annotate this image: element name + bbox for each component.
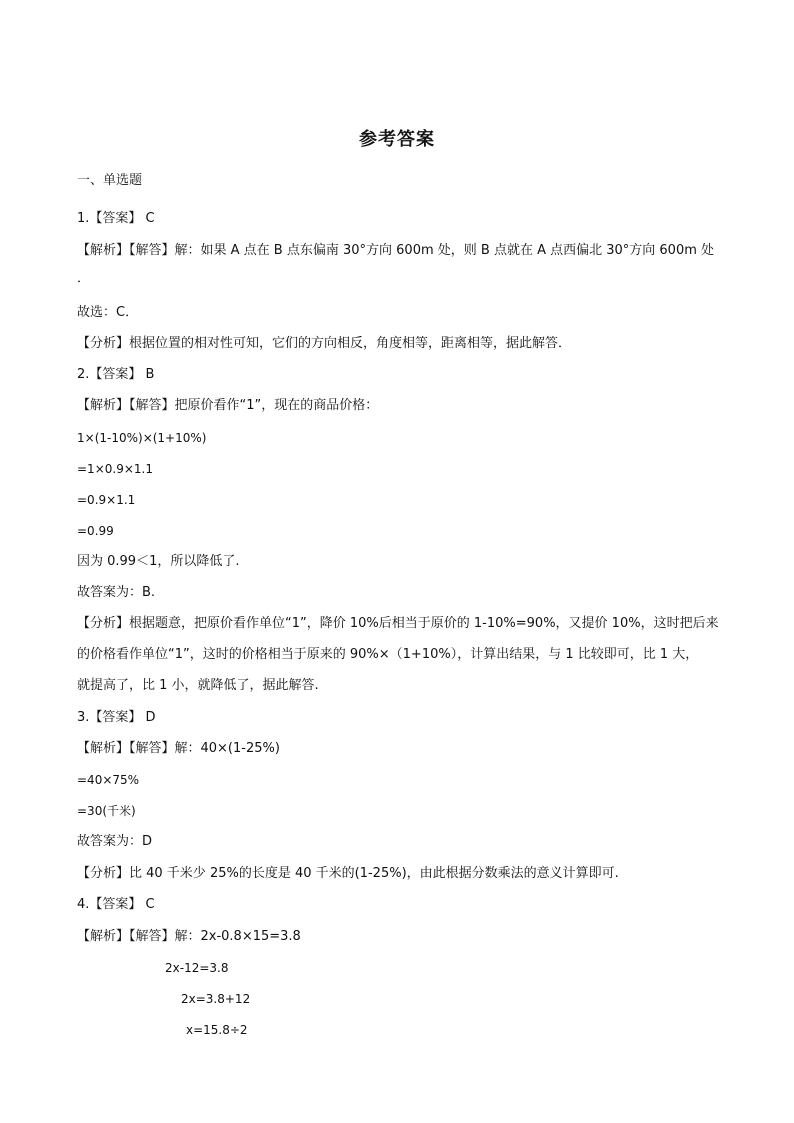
equation-line: =1×0.9×1.1: [77, 462, 153, 476]
equation-line: x=15.8÷2: [186, 1023, 248, 1037]
analysis-line: 【解析】【解答】解：2x-0.8×15=3.8: [77, 929, 301, 944]
text-line: ．: [77, 271, 91, 286]
analysis-line: 的价格看作单位“1”，这时的价格相当于原来的 90%×（1+10%），计算出结果，与 1 比较即可，比 1 大，: [77, 647, 699, 662]
section-heading: 一、单选题: [77, 173, 143, 188]
equation-line: =40×75%: [77, 773, 140, 787]
analysis-line: 【分析】比 40 千米少 25%的长度是 40 千米的(1-25%)，由此根据分数乘法的意义计算即可.: [77, 866, 619, 881]
answer-line: 4.【答案】 C: [77, 897, 155, 912]
equation-line: 2x-12=3.8: [165, 961, 229, 975]
text-line: 故选：C．: [77, 305, 139, 320]
answer-line: 1.【答案】 C: [77, 211, 155, 226]
text-line: 因为 0.99＜1，所以降低了.: [77, 554, 240, 569]
text-line: 故答案为：B.: [77, 585, 156, 600]
equation-line: =0.9×1.1: [77, 493, 136, 507]
equation-line: =0.99: [77, 524, 114, 538]
analysis-line: 【解析】【解答】解：40×(1-25%): [77, 741, 280, 756]
analysis-line: 【解析】【解答】把原价看作“1”，现在的商品价格：: [77, 398, 379, 413]
equation-line: 1×(1-10%)×(1+10%): [77, 431, 207, 445]
text-line: 故答案为：D: [77, 834, 153, 849]
answer-line: 3.【答案】 D: [77, 710, 156, 725]
answer-line: 2.【答案】 B: [77, 367, 155, 382]
analysis-line: 【分析】根据题意，把原价看作单位“1”，降价 10%后相当于原价的 1-10%=90%，又提价 10%，这时把后来: [77, 616, 719, 631]
analysis-line: 【分析】根据位置的相对性可知，它们的方向相反，角度相等，距离相等，据此解答．: [77, 336, 572, 351]
page-title: 参考答案: [359, 129, 435, 150]
analysis-line: 就提高了，比 1 小，就降低了，据此解答.: [77, 678, 319, 693]
equation-line: =30(千米): [77, 804, 136, 818]
analysis-line: 【解析】【解答】解：如果 A 点在 B 点东偏南 30°方向 600m 处，则 B 点就在 A 点西偏北 30°方向 600m 处: [77, 243, 715, 258]
equation-line: 2x=3.8+12: [181, 992, 251, 1006]
